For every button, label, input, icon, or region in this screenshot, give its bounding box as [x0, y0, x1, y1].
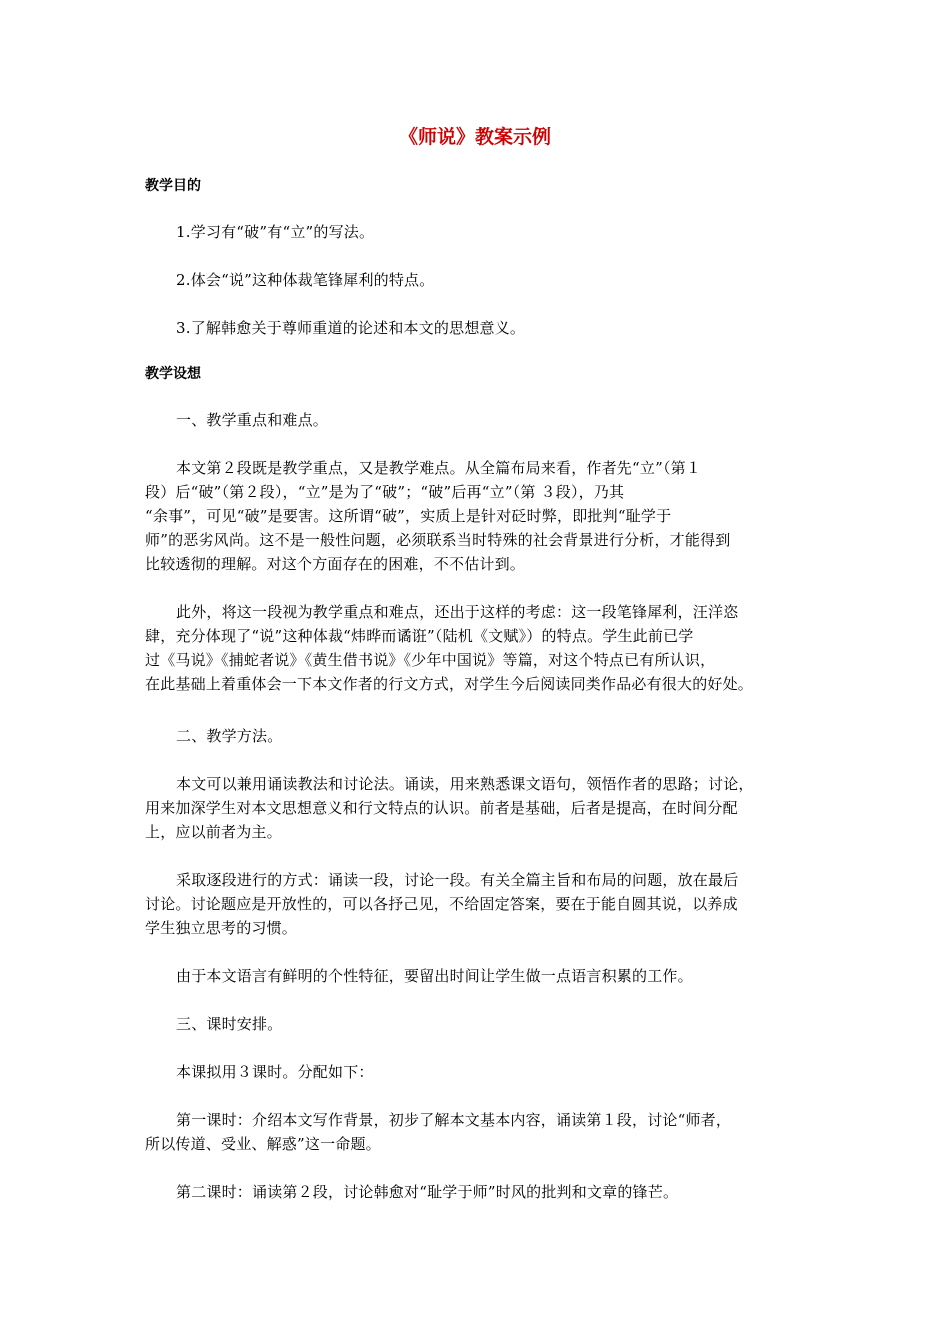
text-line: 本文第２段既是教学重点，又是教学难点。从全篇布局来看，作者先“立”（第１	[176, 459, 702, 477]
text-line: 学生独立思考的习惯。	[145, 919, 298, 937]
part3-paragraph-2	[145, 1108, 810, 1156]
objective-item-3: 3.了解韩愈关于尊师重道的论述和本文的思想意义。	[176, 319, 526, 337]
part2-paragraph-1	[145, 772, 810, 844]
text-line: 本文可以兼用诵读教法和讨论法。诵读，用来熟悉课文语句，领悟作者的思路；讨论，	[176, 775, 754, 793]
objective-item-1: 1.学习有“破”有“立”的写法。	[176, 223, 375, 241]
part1-heading: 一、教学重点和难点。	[176, 411, 329, 429]
text-line: 上，应以前者为主。	[145, 823, 282, 841]
text-line: “余事”，可见“破”是要害。这所谓“破”，实质上是针对砭时弊，即批判“耻学于	[145, 507, 672, 525]
text-line: 过《马说》《捕蛇者说》《黄生借书说》《少年中国说》等篇，对这个特点已有所认识，	[145, 651, 716, 669]
text-line: 用来加深学生对本文思想意义和行文特点的认识。前者是基础，后者是提高，在时间分配	[145, 799, 738, 817]
text-line: 此外，将这一段视为教学重点和难点，还出于这样的考虑：这一段笔锋犀利，汪洋恣	[176, 603, 739, 621]
part3-heading: 三、课时安排。	[176, 1015, 283, 1033]
part2-paragraph-2	[145, 868, 810, 940]
text-line: 采取逐段进行的方式：诵读一段，讨论一段。有关全篇主旨和布局的问题，放在最后	[176, 871, 739, 889]
part3-paragraph-3: 第二课时：诵读第２段，讨论韩愈对“耻学于师”时风的批判和文章的锋芒。	[176, 1183, 679, 1201]
part1-paragraph-2	[145, 600, 810, 696]
part1-paragraph-1	[145, 456, 810, 576]
text-line: 比较透彻的理解。对这个方面存在的困难，不不估计到。	[145, 555, 526, 573]
text-line: 师”的恶劣风尚。这不是一般性问题，必须联系当时特殊的社会背景进行分析，才能得到	[145, 531, 731, 549]
text-line: 在此基础上着重体会一下本文作者的行文方式，对学生今后阅读同类作品必有很大的好处。	[145, 675, 754, 693]
section-heading-design: 教学设想	[145, 366, 201, 382]
document-title: 《师说》教案示例	[398, 126, 551, 148]
text-line: 第一课时：介绍本文写作背景，初步了解本文基本内容，诵读第１段，讨论“师者，	[176, 1111, 732, 1129]
part2-paragraph-3: 由于本文语言有鲜明的个性特征，要留出时间让学生做一点语言积累的工作。	[176, 967, 693, 985]
section-heading-objectives: 教学目的	[145, 178, 201, 194]
text-line: 讨论。讨论题应是开放性的，可以各抒己见，不给固定答案，要在于能自圆其说，以养成	[145, 895, 738, 913]
text-line: 所以传道、受业、解惑”这一命题。	[145, 1135, 381, 1153]
part2-heading: 二、教学方法。	[176, 727, 283, 745]
objective-item-2: 2.体会“说”这种体裁笔锋犀利的特点。	[176, 271, 435, 289]
text-line: 肆，充分体现了“说”这种体裁“炜晔而谲诳”（陆机《文赋》）的特点。学生此前已学	[145, 627, 694, 645]
part3-paragraph-1: 本课拟用３课时。分配如下：	[176, 1063, 374, 1081]
text-line: 段）后“破”（第２段），“立”是为了“破”；“破”后再“立”（第 ３段），乃其	[145, 483, 625, 501]
